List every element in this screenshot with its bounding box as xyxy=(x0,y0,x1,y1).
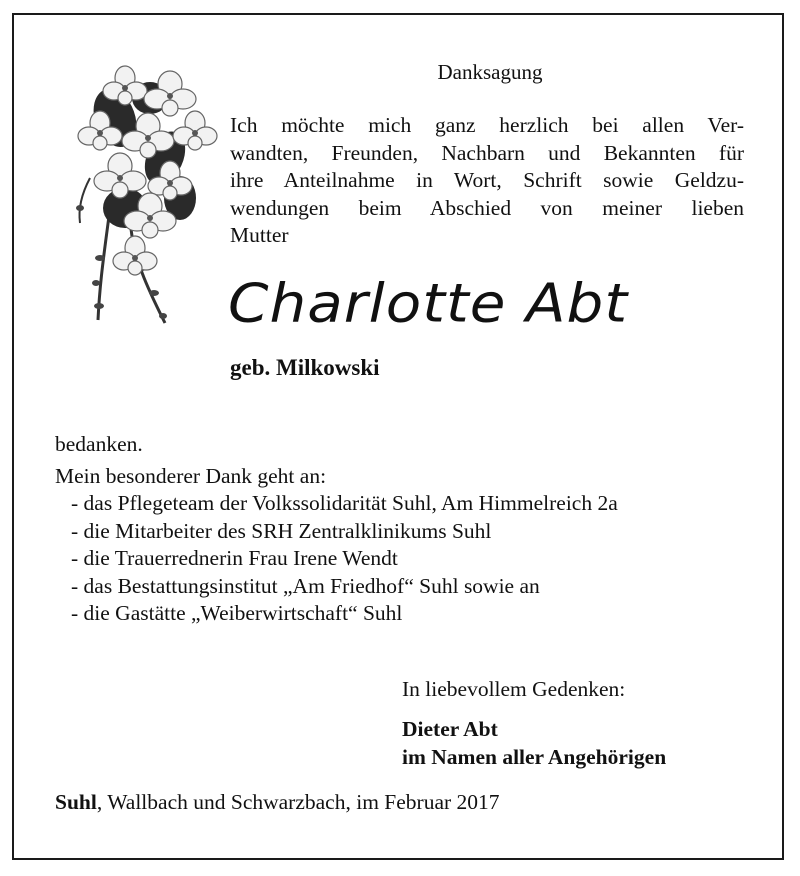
deceased-name: Charlotte Abt xyxy=(228,272,629,335)
closing-phrase: In liebevollem Gedenken: xyxy=(402,677,626,701)
intro-line: ihre Anteilnahme in Wort, Schrift sowie Geldzu- xyxy=(230,168,744,192)
list-item: - die Mitarbeiter des SRH Zentralklinikums Suhl xyxy=(71,518,492,543)
place-date-line xyxy=(55,790,500,815)
intro-line: wendungen beim Abschied von meiner lieben xyxy=(230,195,744,220)
special-thanks-intro: Mein besonderer Dank geht an: xyxy=(55,463,327,488)
signer-name: Dieter Abt xyxy=(402,717,498,741)
list-item: - die Gastätte „Weiberwirtschaft“ Suhl xyxy=(71,601,403,625)
place-rest: , Wallbach und Schwarzbach, im Februar 2017 xyxy=(96,790,500,814)
list-item: - die Trauerrednerin Frau Irene Wendt xyxy=(71,546,398,570)
intro-paragraph xyxy=(230,112,744,250)
list-item: - das Bestattungsinstitut „Am Friedhof“ Suhl sowie an xyxy=(71,573,540,598)
special-thanks-list xyxy=(55,490,618,628)
thanks-section xyxy=(55,431,618,628)
intro-line: wandten, Freunden, Nachbarn und Bekannten für xyxy=(230,140,744,165)
signer-note: im Namen aller Angehörigen xyxy=(402,745,667,769)
orchid-bouquet-icon xyxy=(70,58,220,328)
place-primary: Suhl xyxy=(55,790,97,814)
maiden-name: geb. Milkowski xyxy=(230,355,380,380)
signers-block xyxy=(402,715,666,771)
notice-heading: Danksagung xyxy=(437,60,543,84)
intro-line: Ich möchte mich ganz herzlich bei allen Ver- xyxy=(230,113,744,137)
list-item: - das Pflegeteam der Volkssolidarität Suhl, Am Himmelreich 2a xyxy=(71,491,618,515)
thanks-word: bedanken. xyxy=(55,432,143,456)
intro-line: Mutter xyxy=(230,223,289,247)
